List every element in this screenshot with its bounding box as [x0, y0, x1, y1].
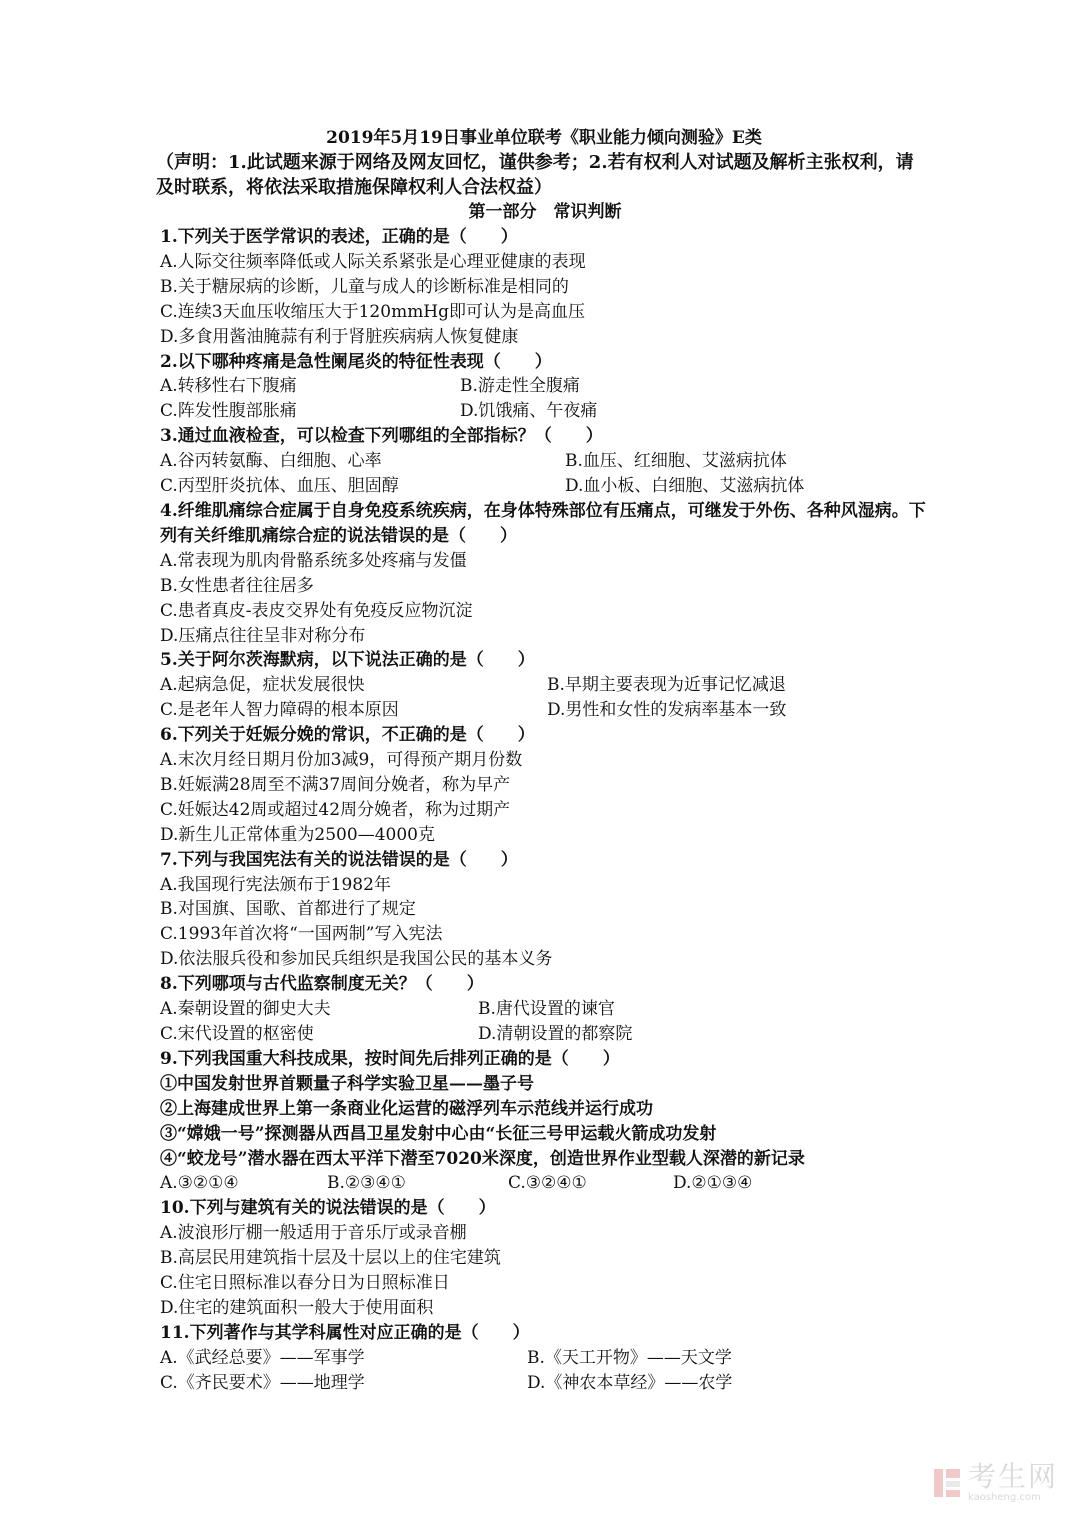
option: A.起病急促，症状发展很快 [160, 675, 365, 696]
option-row [160, 374, 930, 399]
option-row [160, 698, 930, 723]
question-stem: 10.下列与建筑有关的说法错误的是（ ） [160, 1198, 496, 1219]
question-stem: 2.以下哪种疼痛是急性阑尾炎的特征性表现（ ） [160, 351, 552, 372]
watermark-name: 考生网 [967, 1460, 1058, 1493]
option: C.阵发性腹部胀痛 [160, 401, 297, 422]
question-stem: 7.下列与我国宪法有关的说法错误的是（ ） [160, 849, 518, 870]
option: D.男性和女性的发病率基本一致 [547, 700, 787, 721]
option: C.患者真皮-表皮交界处有免疫反应物沉淀 [160, 600, 473, 621]
option: B.关于糖尿病的诊断，儿童与成人的诊断标准是相同的 [160, 276, 569, 297]
option: D.多食用酱油腌蒜有利于肾脏疾病病人恢复健康 [160, 326, 519, 347]
part-title: 第一部分 常识判断 [468, 202, 622, 222]
option-row [160, 1346, 930, 1371]
option: B.对国旗、国歌、首都进行了规定 [160, 899, 416, 920]
option: C.住宅日照标准以春分日为日照标准日 [160, 1273, 450, 1294]
option: C.妊娠达42周或超过42周分娩者，称为过期产 [160, 799, 511, 820]
watermark [932, 1462, 1058, 1504]
option-row [160, 1171, 930, 1196]
option: D.依法服兵役和参加民兵组织是我国公民的基本义务 [160, 949, 553, 970]
option: A.波浪形厅棚一般适用于音乐厅或录音棚 [160, 1223, 467, 1244]
option: D.血小板、白细胞、艾滋病抗体 [565, 476, 805, 497]
option: B.妊娠满28周至不满37周间分娩者，称为早产 [160, 774, 511, 795]
option: A.秦朝设置的御史大夫 [160, 999, 331, 1020]
option: A.谷丙转氨酶、白细胞、心率 [160, 451, 382, 472]
option: C.1993年首次将“一国两制”写入宪法 [160, 924, 443, 945]
option-row [160, 673, 930, 698]
option: A.末次月经日期月份加3减9，可得预产期月份数 [160, 750, 523, 771]
sequence-item: ③“嫦娥一号”探测器从西昌卫星发射中心由“长征三号甲运载火箭成功发射 [160, 1123, 717, 1144]
option: B.②③④① [327, 1173, 406, 1194]
sequence-item: ②上海建成世界上第一条商业化运营的磁浮列车示范线并运行成功 [160, 1098, 653, 1119]
question-stem: 5.关于阿尔茨海默病，以下说法正确的是（ ） [160, 650, 535, 671]
exam-title: 2019年5月19日事业单位联考《职业能力倾向测验》E类 [326, 128, 762, 148]
kaosheng-logo-icon [932, 1466, 962, 1500]
option: D.新生儿正常体重为2500—4000克 [160, 824, 435, 845]
option: B.血压、红细胞、艾滋病抗体 [565, 451, 787, 472]
option-row [160, 449, 930, 474]
option: C.连续3天血压收缩压大于120mmHg即可认为是高血压 [160, 301, 586, 322]
question-stem: 4.纤维肌痛综合症属于自身免疫系统疾病，在身体特殊部位有压痛点，可继发于外伤、各种风湿病。下列有关纤维肌痛综合症的说法错误的是（ ） [160, 500, 926, 546]
question-stem: 6.下列关于妊娠分娩的常识，不正确的是（ ） [160, 725, 535, 746]
option: D.饥饿痛、午夜痛 [460, 401, 598, 422]
option: D.住宅的建筑面积一般大于使用面积 [160, 1297, 434, 1318]
option-row [160, 1022, 930, 1047]
option: B.早期主要表现为近事记忆减退 [547, 675, 786, 696]
option: D.压痛点往往呈非对称分布 [160, 625, 366, 646]
option: A.我国现行宪法颁布于1982年 [160, 874, 391, 895]
option: B.女性患者往往居多 [160, 575, 314, 596]
option: C.宋代设置的枢密使 [160, 1024, 314, 1044]
option: D.《神农本草经》——农学 [527, 1372, 733, 1393]
question-stem: 3.通过血液检查，可以检查下列哪组的全部指标？（ ） [160, 426, 603, 447]
option: A.③②①④ [160, 1173, 239, 1194]
option: B.《天工开物》——天文学 [527, 1347, 732, 1368]
watermark-url: kaosheng.com [967, 1492, 1041, 1503]
option: D.清朝设置的都察院 [478, 1024, 633, 1044]
question-stem: 9.下列我国重大科技成果，按时间先后排列正确的是（ ） [160, 1048, 620, 1069]
option-row [160, 474, 930, 499]
sequence-item: ①中国发射世界首颗量子科学实验卫星——墨子号 [160, 1073, 534, 1094]
option: A.人际交往频率降低或人际关系紧张是心理亚健康的表现 [160, 251, 586, 272]
question-stem: 11.下列著作与其学科属性对应正确的是（ ） [160, 1322, 530, 1343]
disclaimer: （声明：1.此试题来源于网络及网友回忆，谨供参考；2.若有权利人对试题及解析主张权利，请及时联系，将依法采取措施保障权利人合法权益） [156, 152, 914, 198]
option: B.唐代设置的谏官 [478, 999, 615, 1020]
option: D.②①③④ [673, 1173, 753, 1194]
option: A.《武经总要》——军事学 [160, 1347, 365, 1368]
option: C.丙型肝炎抗体、血压、胆固醇 [160, 476, 399, 497]
option: A.常表现为肌肉骨骼系统多处疼痛与发僵 [160, 550, 467, 571]
option: B.游走性全腹痛 [460, 376, 580, 397]
option-row [160, 997, 930, 1022]
option: C.③②④① [508, 1173, 587, 1194]
exam-page [156, 126, 930, 1396]
question-stem: 8.下列哪项与古代监察制度无关？（ ） [160, 974, 484, 995]
option: C.是老年人智力障碍的根本原因 [160, 700, 399, 721]
option: B.高层民用建筑指十层及十层以上的住宅建筑 [160, 1248, 501, 1269]
sequence-item: ④“蛟龙号”潜水器在西太平洋下潜至7020米深度，创造世界作业型载人深潜的新记录 [160, 1148, 805, 1169]
option: C.《齐民要术》——地理学 [160, 1372, 365, 1393]
question-stem: 1.下列关于医学常识的表述，正确的是（ ） [160, 227, 518, 247]
option-row [160, 1371, 930, 1396]
option: A.转移性右下腹痛 [160, 376, 297, 397]
option-row [160, 399, 930, 424]
